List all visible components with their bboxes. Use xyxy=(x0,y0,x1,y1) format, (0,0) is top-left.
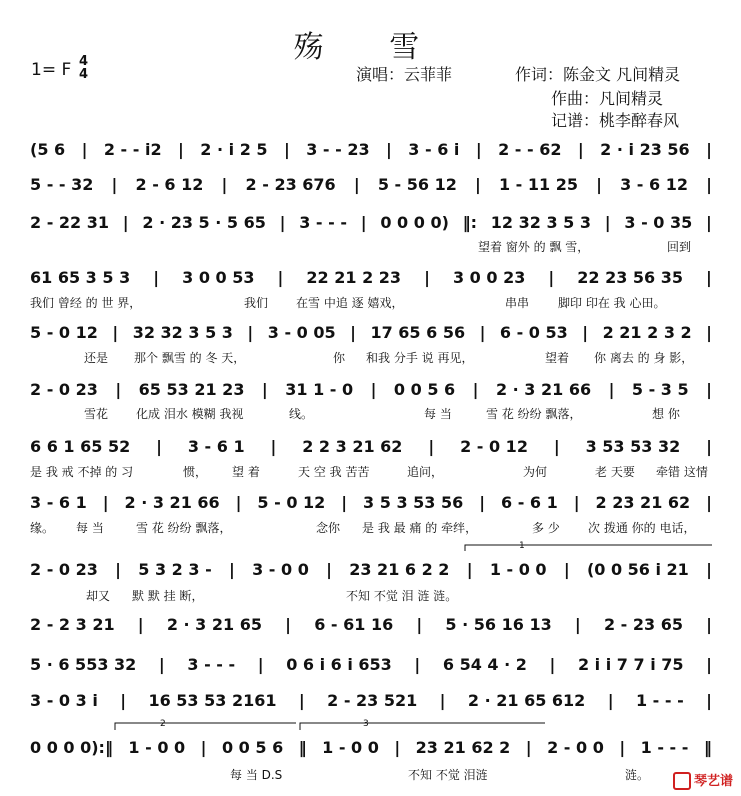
lyric-text: 每 当 xyxy=(424,407,452,421)
notation-segment: | xyxy=(706,268,712,287)
notation-segment: 2 - - 62 xyxy=(498,140,562,159)
notation-segment: | xyxy=(475,140,482,159)
notation-segment: ‖ xyxy=(298,738,307,757)
notation-segment: ‖: xyxy=(462,213,478,232)
lyric-text: 和我 分手 说 再见， xyxy=(366,351,474,365)
notation-segment: 3 - 6 12 xyxy=(620,175,688,194)
notation-segment: 2 · i 23 56 xyxy=(600,140,690,159)
notation-segment: 2 - 0 23 xyxy=(30,560,98,579)
notation-segment: | xyxy=(416,615,423,634)
lyric-text: 老 天要 xyxy=(595,465,635,479)
notation-segment: | xyxy=(112,323,119,342)
notation-segment: 5 - - 32 xyxy=(30,175,94,194)
notation-segment: 2 - 22 31 xyxy=(30,213,110,232)
lyric-text: 是 我 最 痛 的 牵绊， xyxy=(362,521,478,535)
lyric-text: 我们 xyxy=(244,296,269,310)
notation-segment: 2 - 0 23 xyxy=(30,380,98,399)
notation-segment: | xyxy=(604,213,611,232)
notation-segment: 5 3 2 3 - xyxy=(138,560,212,579)
notation-segment: 0 0 5 6 xyxy=(393,380,456,399)
notation-segment: 3 - 6 1 xyxy=(30,493,87,512)
lyric-text: 望着 窗外 的 飘 雪， xyxy=(478,240,590,254)
notation-segment: | xyxy=(120,691,127,710)
notation-segment: 22 23 56 35 xyxy=(577,268,684,287)
notation-segment: 5 - 0 12 xyxy=(257,493,326,512)
notation-segment: 3 - - - xyxy=(299,213,347,232)
notation-segment: | xyxy=(261,380,268,399)
notation-segment: | xyxy=(472,380,479,399)
notation-segment: | xyxy=(424,268,430,287)
notation-segment: 3 - 6 1 xyxy=(187,437,245,456)
notation-segment: 2 - 23 65 xyxy=(603,615,683,634)
lyric-text: 望着 xyxy=(545,351,570,365)
notation-segment: | xyxy=(102,493,109,512)
notation-segment: | xyxy=(563,560,570,579)
lyric-text: 那个 飘雪 的 冬 天， xyxy=(134,351,246,365)
watermark-text: 琴艺谱 xyxy=(693,773,733,789)
notation-segment: | xyxy=(111,175,118,194)
lyric-text: 雪 花 纷纷 飘落， xyxy=(136,521,232,535)
notation-segment: 32 32 3 5 3 xyxy=(132,323,233,342)
volta-number: 3 xyxy=(363,719,369,729)
lyric-text: 牵错 这情 xyxy=(656,465,708,479)
notation-segment: | xyxy=(608,380,615,399)
notation-segment: 65 53 21 23 xyxy=(138,380,245,399)
notation-segment: | xyxy=(298,691,305,710)
key-signature: 1= F xyxy=(31,60,72,80)
notation-segment: | xyxy=(706,560,712,579)
notation-segment: | xyxy=(706,380,712,399)
notation-segment: | xyxy=(228,560,235,579)
notation-segment: 2 · 3 21 66 xyxy=(495,380,592,399)
notation-segment: | xyxy=(706,691,712,710)
notation-segment: | xyxy=(607,691,614,710)
lyric-text: 念你 xyxy=(316,521,341,535)
notation-segment: 0 6 i 6 i 653 xyxy=(286,655,392,674)
notation-segment: | xyxy=(479,323,486,342)
lyric-text: 我们 曾经 的 世 界， xyxy=(30,296,142,310)
notation-segment: | xyxy=(341,493,348,512)
notation-segment: | xyxy=(360,213,367,232)
notation-segment: 6 54 4 · 2 xyxy=(442,655,527,674)
notation-segment: 1 - 0 0 xyxy=(322,738,379,757)
lyric-text: 化成 泪水 模糊 我视 xyxy=(136,407,244,421)
notation-segment: 3 0 0 23 xyxy=(452,268,526,287)
notation-segment: 3 53 53 32 xyxy=(585,437,681,456)
lyric-text: 默 默 挂 断， xyxy=(132,589,204,603)
watermark-logo-icon xyxy=(673,772,691,790)
notation-segment: ‖ xyxy=(703,738,712,757)
notation-segment: | xyxy=(706,323,712,342)
notation-segment: 5 · 56 16 13 xyxy=(445,615,552,634)
notation-segment: | xyxy=(153,268,160,287)
notation-segment: | xyxy=(156,437,162,456)
notation-segment: | xyxy=(428,437,435,456)
notation-segment: 3 - 0 0 xyxy=(252,560,309,579)
notation-segment: | xyxy=(122,213,129,232)
notation-segment: | xyxy=(178,140,184,159)
notation-segment: 3 - - 23 xyxy=(306,140,370,159)
lyric-text: 每 当 xyxy=(76,521,104,535)
notation-segment: 1 - 11 25 xyxy=(498,175,578,194)
transcriber-credit: 记谱：桃李醉春风 xyxy=(551,111,680,130)
lyric-text: 缘。 xyxy=(30,521,55,535)
notation-segment: | xyxy=(596,175,602,194)
meter-bottom: 4 xyxy=(79,67,89,82)
lyric-text: 线。 xyxy=(289,407,314,421)
notation-segment: | xyxy=(283,140,290,159)
lyric-text: 不知 不觉 泪 涟 涟。 xyxy=(346,589,458,603)
lyric-text: 是 我 戒 不掉 的 习 xyxy=(30,465,134,479)
notation-segment: 2 - 23 521 xyxy=(327,691,418,710)
notation-segment: 23 21 6 2 2 xyxy=(349,560,450,579)
notation-segment: 22 21 2 23 xyxy=(306,268,402,287)
lyric-text: 次 拨通 你的 电话， xyxy=(588,521,696,535)
volta-number: 2 xyxy=(160,719,166,729)
lyric-text: 你 xyxy=(333,351,346,365)
notation-segment: | xyxy=(706,213,712,232)
notation-segment: | xyxy=(466,560,473,579)
singer-credit: 演唱：云菲菲 xyxy=(356,65,453,84)
notation-segment: | xyxy=(525,738,532,757)
notation-segment: | xyxy=(582,323,589,342)
notation-segment: | xyxy=(574,615,581,634)
notation-segment: | xyxy=(247,323,254,342)
notation-segment: 2 - 23 676 xyxy=(245,175,336,194)
notation-segment: 3 - 0 3 i xyxy=(30,691,98,710)
notation-segment: 5 - 0 12 xyxy=(30,323,98,342)
notation-segment: | xyxy=(115,380,122,399)
lyric-text: 惯， xyxy=(183,465,208,479)
notation-segment: | xyxy=(279,213,286,232)
volta-number: 1 xyxy=(519,541,525,551)
notation-segment: | xyxy=(115,560,121,579)
lyric-text: 望 着 xyxy=(232,465,260,479)
composer-credit: 作曲：凡间精灵 xyxy=(551,89,664,108)
lyric-text: 回到 xyxy=(667,240,692,254)
notation-segment: 2 21 2 3 2 xyxy=(602,323,692,342)
volta-bracket-2 xyxy=(115,723,296,730)
notation-segment: 61 65 3 5 3 xyxy=(30,268,131,287)
notation-segment: | xyxy=(137,615,144,634)
notation-segment: | xyxy=(553,437,560,456)
notation-segment: 2 i i 7 7 i 75 xyxy=(577,655,684,674)
notation-segment: 2 · i 2 5 xyxy=(200,140,268,159)
notation-segment: 3 5 3 53 56 xyxy=(363,493,464,512)
meter-top: 4 xyxy=(79,54,89,69)
notation-segment: | xyxy=(706,437,712,456)
notation-segment: (0 0 56 i 21 xyxy=(586,560,689,579)
lyric-text: 却又 xyxy=(86,589,111,603)
notation-segment: 5 - 56 12 xyxy=(377,175,457,194)
notation-segment: 2 - - i2 xyxy=(103,140,162,159)
song-title: 殇 雪 xyxy=(293,30,448,65)
notation-segment: | xyxy=(706,615,712,634)
notation-segment: | xyxy=(221,175,228,194)
lyric-text: 在雪 中追 逐 嬉戏， xyxy=(296,296,404,310)
notation-segment: | xyxy=(158,655,165,674)
notation-segment: 3 - - - xyxy=(187,655,236,674)
notation-segment: 2 - 2 3 21 xyxy=(30,615,115,634)
notation-segment: 1 - 0 0 xyxy=(128,738,186,757)
notation-segment: 2 - 0 12 xyxy=(460,437,528,456)
notation-segment: | xyxy=(548,268,555,287)
lyric-text: 还是 xyxy=(84,351,109,365)
notation-segment: 1 - - - xyxy=(635,691,684,710)
notation-segment: 6 - 61 16 xyxy=(314,615,394,634)
notation-segment: 0 0 0 0):‖ xyxy=(30,738,113,757)
notation-segment: | xyxy=(549,655,556,674)
notation-segment: 0 0 0 0) xyxy=(380,213,449,232)
notation-segment: 0 0 5 6 xyxy=(221,738,284,757)
notation-segment: 3 0 0 53 xyxy=(182,268,255,287)
notation-segment: 5 - 3 5 xyxy=(631,380,689,399)
notation-segment: | xyxy=(277,268,284,287)
notation-segment: | xyxy=(370,380,377,399)
notation-segment: 3 - 0 35 xyxy=(624,213,693,232)
notation-segment: | xyxy=(257,655,264,674)
notation-segment: | xyxy=(386,140,392,159)
notation-segment: 3 - 6 i xyxy=(408,140,460,159)
lyric-text: 不知 不觉 泪涟 xyxy=(408,768,488,782)
notation-segment: (5 6 xyxy=(30,140,66,159)
notation-segment: 2 - 0 0 xyxy=(547,738,604,757)
notation-segment: | xyxy=(326,560,332,579)
volta-bracket-1 xyxy=(465,545,712,551)
notation-segment: 2 · 21 65 612 xyxy=(467,691,586,710)
notation-segment: | xyxy=(706,175,712,194)
notation-segment: 1 - - - xyxy=(640,738,689,757)
lyric-text: 天 空 我 苦苦 xyxy=(298,465,370,479)
lyricist-credit: 作词：陈金文 凡间精灵 xyxy=(515,65,681,84)
lyric-text: 雪花 xyxy=(84,407,109,421)
notation-segment: | xyxy=(394,738,401,757)
notation-segment: 3 - 0 05 xyxy=(267,323,336,342)
lyric-text: 串串 xyxy=(505,296,530,310)
notation-segment: | xyxy=(235,493,242,512)
notation-segment: 2 23 21 62 xyxy=(595,493,691,512)
notation-segment: | xyxy=(577,140,584,159)
notation-segment: | xyxy=(706,493,712,512)
notation-segment: 12 32 3 5 3 xyxy=(490,213,592,232)
notation-segment: 2 - 6 12 xyxy=(135,175,204,194)
notation-segment: 16 53 53 2161 xyxy=(148,691,277,710)
notation-segment: 2 2 3 21 62 xyxy=(302,437,403,456)
notation-segment: 17 65 6 56 xyxy=(370,323,466,342)
notation-segment: 1 - 0 0 xyxy=(489,560,547,579)
notation-segment: | xyxy=(474,175,481,194)
lyric-text: 追问， xyxy=(407,465,444,479)
notation-segment: | xyxy=(706,140,712,159)
volta-bracket-3 xyxy=(300,723,545,730)
notation-segment: 5 · 6 553 32 xyxy=(30,655,137,674)
notation-segment: 23 21 62 2 xyxy=(415,738,511,757)
notation-segment: 6 - 0 53 xyxy=(499,323,568,342)
notation-segment: | xyxy=(414,655,421,674)
lyric-text: 多 少 xyxy=(532,521,560,535)
notation-segment: 6 - 6 1 xyxy=(501,493,558,512)
notation-segment: 6 6 1 65 52 xyxy=(30,437,131,456)
notation-segment: 31 1 - 0 xyxy=(285,380,354,399)
notation-segment: | xyxy=(573,493,580,512)
notation-segment: | xyxy=(350,323,356,342)
notation-segment: 2 · 3 21 65 xyxy=(166,615,262,634)
lyric-text: 脚印 印在 我 心田。 xyxy=(558,296,666,310)
notation-segment: | xyxy=(200,738,207,757)
notation-segment: | xyxy=(285,615,291,634)
notation-segment: | xyxy=(270,437,277,456)
notation-segment: | xyxy=(353,175,360,194)
lyric-text: 每 当 D.S xyxy=(230,768,283,782)
notation-segment: 2 · 23 5 · 5 65 xyxy=(142,213,266,232)
notation-segment: | xyxy=(479,493,486,512)
notation-segment: | xyxy=(81,140,88,159)
lyric-text: 想 你 xyxy=(652,407,680,421)
lyric-text: 为何 xyxy=(523,465,548,479)
lyric-text: 雪 花 纷纷 飘落， xyxy=(486,407,582,421)
lyric-text: 涟。 xyxy=(625,768,650,782)
notation-segment: | xyxy=(706,655,712,674)
notation-segment: | xyxy=(619,738,626,757)
lyric-text: 你 离去 的 身 影， xyxy=(594,351,694,365)
notation-segment: | xyxy=(439,691,446,710)
watermark xyxy=(673,770,733,791)
notation-segment: 2 · 3 21 66 xyxy=(124,493,220,512)
